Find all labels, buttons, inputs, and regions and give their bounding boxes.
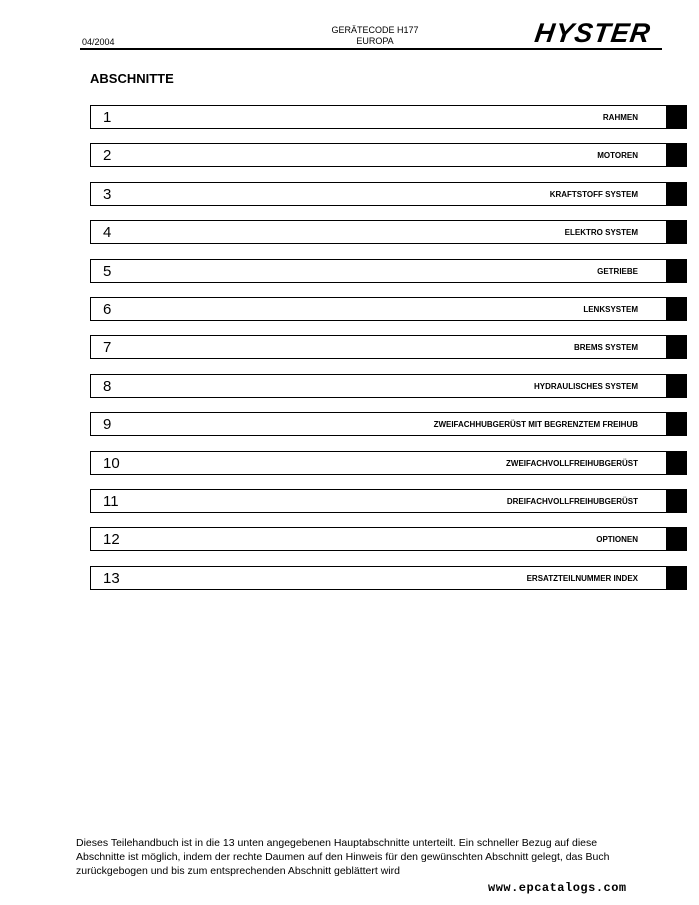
header-code-block <box>300 25 450 47</box>
page-title: ABSCHNITTE <box>90 71 174 86</box>
region: EUROPA <box>356 36 394 46</box>
section-number: 12 <box>103 531 120 548</box>
thumb-index-tab[interactable] <box>667 412 687 436</box>
section-label: OPTIONEN <box>596 535 638 544</box>
footer-line: zurückgebogen und bis zum entsprechenden Abschnitt geblättert wird <box>76 865 400 877</box>
footer-description <box>76 836 676 878</box>
watermark: www.epcatalogs.com <box>488 881 627 895</box>
section-number: 4 <box>103 224 112 241</box>
section-number: 13 <box>103 570 120 587</box>
thumb-index-tab[interactable] <box>667 527 687 551</box>
section-row[interactable] <box>90 259 667 283</box>
section-label: ERSATZTEILNUMMER INDEX <box>526 574 638 583</box>
thumb-index-tab[interactable] <box>667 566 687 590</box>
thumb-index-tab[interactable] <box>667 220 687 244</box>
section-number: 7 <box>103 339 112 356</box>
header-divider <box>80 48 662 50</box>
thumb-index-tab[interactable] <box>667 297 687 321</box>
section-number: 3 <box>103 186 112 203</box>
section-row[interactable] <box>90 412 667 436</box>
section-row[interactable] <box>90 335 667 359</box>
section-number: 10 <box>103 455 120 472</box>
hyster-logo: HYSTER <box>532 18 653 48</box>
section-number: 6 <box>103 301 112 318</box>
section-row[interactable] <box>90 105 667 129</box>
thumb-index-tab[interactable] <box>667 489 687 513</box>
thumb-index-tab[interactable] <box>667 335 687 359</box>
section-number: 11 <box>103 493 119 510</box>
section-label: MOTOREN <box>597 151 638 160</box>
section-label: ZWEIFACHVOLLFREIHUBGERÜST <box>506 459 638 468</box>
section-label: HYDRAULISCHES SYSTEM <box>533 382 638 391</box>
section-row[interactable] <box>90 220 667 244</box>
section-label: ZWEIFACHHUBGERÜST MIT BEGRENZTEM FREIHUB <box>433 420 638 429</box>
footer-line: Dieses Teilehandbuch ist in die 13 unten angegebenen Hauptabschnitte unterteilt. Ein schneller Bezug auf diese <box>76 837 598 849</box>
header-date: 04/2004 <box>82 37 115 47</box>
thumb-index-tab[interactable] <box>667 451 687 475</box>
section-row[interactable] <box>90 451 667 475</box>
section-label: DREIFACHVOLLFREIHUBGERÜST <box>506 497 638 506</box>
section-label: ELEKTRO SYSTEM <box>564 228 638 237</box>
section-row[interactable] <box>90 566 667 590</box>
section-number: 5 <box>103 263 112 280</box>
thumb-index-tab[interactable] <box>667 105 687 129</box>
section-number: 9 <box>103 416 112 433</box>
section-label: RAHMEN <box>602 113 638 122</box>
section-row[interactable] <box>90 297 667 321</box>
section-label: GETRIEBE <box>597 267 638 276</box>
section-label: KRAFTSTOFF SYSTEM <box>549 190 638 199</box>
section-row[interactable] <box>90 374 667 398</box>
footer-line: Abschnitte ist möglich, indem der rechte Daumen auf den Hinweis für den gewünschten Abschnitt gelegt, das Buch <box>76 851 610 863</box>
section-row[interactable] <box>90 182 667 206</box>
section-row[interactable] <box>90 527 667 551</box>
section-label: LENKSYSTEM <box>583 305 638 314</box>
section-number: 2 <box>103 147 112 164</box>
thumb-index-tab[interactable] <box>667 374 687 398</box>
section-row[interactable] <box>90 489 667 513</box>
thumb-index-tab[interactable] <box>667 182 687 206</box>
thumb-index-tab[interactable] <box>667 143 687 167</box>
section-number: 1 <box>103 109 112 126</box>
section-label: BREMS SYSTEM <box>573 343 638 352</box>
section-row[interactable] <box>90 143 667 167</box>
equipment-code: GERÄTECODE H177 <box>331 25 419 35</box>
thumb-index-tab[interactable] <box>667 259 687 283</box>
section-number: 8 <box>103 378 112 395</box>
